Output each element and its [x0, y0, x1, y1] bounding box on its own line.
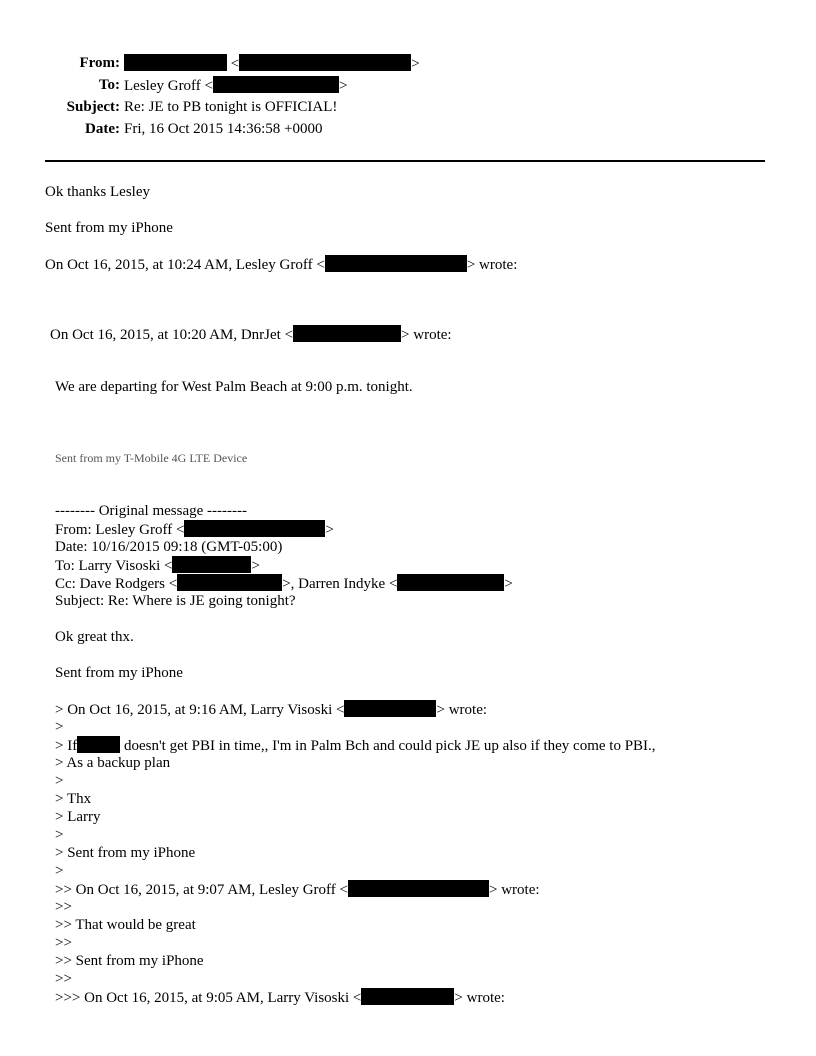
body-line: Ok thanks Lesley	[45, 184, 150, 200]
date-value: Fri, 16 Oct 2015 14:36:58 +0000	[124, 121, 323, 137]
subject-value: Re: JE to PB tonight is OFFICIAL!	[124, 99, 338, 115]
body-line: We are departing for West Palm Beach at 9:00 p.m. tonight.	[55, 379, 413, 395]
redaction-block	[213, 76, 339, 93]
body-line: Ok great thx.	[55, 629, 134, 645]
orig-cc-text: >, Darren Indyke <	[282, 576, 398, 592]
from-label: From:	[79, 55, 120, 71]
redaction-block	[293, 325, 401, 342]
redaction-block	[177, 574, 282, 591]
angle-close: >	[251, 558, 260, 574]
body-line: Sent from my iPhone	[45, 220, 173, 236]
angle-close: >	[325, 522, 334, 538]
quoted-text: > If	[55, 738, 78, 754]
to-value	[124, 76, 347, 95]
quoted-line: >>	[55, 899, 72, 915]
quoted-text: >> On Oct 16, 2015, at 9:07 AM, Lesley Groff <	[55, 882, 348, 898]
orig-cc-text: Cc: Dave Rodgers <	[55, 576, 178, 592]
redaction-block	[348, 880, 489, 897]
quoted-line: >	[55, 863, 64, 879]
redaction-block	[325, 255, 467, 272]
date-label: Date:	[85, 121, 120, 137]
quoted-line	[55, 700, 487, 719]
to-label: To:	[98, 77, 120, 93]
angle-open: <	[204, 78, 213, 94]
orig-to	[55, 556, 260, 575]
redaction-block	[344, 700, 436, 717]
redaction-block	[184, 520, 325, 537]
orig-subject: Subject: Re: Where is JE going tonight?	[55, 593, 296, 609]
quoted-text: > wrote:	[454, 990, 505, 1006]
quoted-line: >	[55, 773, 64, 789]
quoted-line: >>	[55, 935, 72, 951]
quoted-text: doesn't get PBI in time,, I'm in Palm Bch and could pick JE up also if they come to PBI.,	[123, 738, 656, 754]
quoted-line	[55, 880, 540, 899]
quoted-text: > wrote:	[436, 702, 488, 718]
redaction-block	[361, 988, 454, 1005]
orig-date: Date: 10/16/2015 09:18 (GMT-05:00)	[55, 539, 283, 555]
original-message-title: -------- Original message --------	[55, 503, 247, 519]
redaction-block	[397, 574, 504, 591]
orig-to-text: To: Larry Visoski <	[55, 558, 173, 574]
redaction-block	[77, 736, 120, 753]
redaction-block	[124, 54, 227, 71]
header-divider	[45, 160, 765, 162]
quoted-line: >	[55, 719, 64, 735]
quote-header-text: On Oct 16, 2015, at 10:24 AM, Lesley Groff <	[45, 257, 325, 273]
from-value	[124, 54, 420, 73]
quoted-line: >> Sent from my iPhone	[55, 953, 204, 969]
angle-close: >	[504, 576, 513, 592]
quoted-line: >	[55, 827, 64, 843]
subject-label: Subject:	[66, 99, 120, 115]
quoted-text: > wrote:	[488, 882, 540, 898]
orig-cc	[55, 574, 513, 593]
angle-close: >	[339, 78, 348, 94]
quote-header-text: > wrote:	[401, 327, 452, 343]
quoted-line	[55, 736, 656, 755]
quoted-text: > On Oct 16, 2015, at 9:16 AM, Larry Visoski <	[55, 702, 345, 718]
orig-from-text: From: Lesley Groff <	[55, 522, 185, 538]
quoted-line: > Thx	[55, 791, 92, 807]
quote-header	[45, 255, 517, 274]
redaction-block	[239, 54, 411, 71]
quoted-line: >> That would be great	[55, 917, 196, 933]
redaction-block	[172, 556, 251, 573]
quoted-text: >>> On Oct 16, 2015, at 9:05 AM, Larry Visoski <	[55, 990, 362, 1006]
quote-header-text: On Oct 16, 2015, at 10:20 AM, DnrJet <	[50, 327, 294, 343]
to-name: Lesley Groff	[124, 78, 201, 94]
angle-open: <	[230, 56, 240, 72]
quoted-line: >>	[55, 971, 72, 987]
quote-header	[50, 325, 452, 344]
angle-close: >	[411, 56, 420, 72]
email-header	[0, 54, 816, 144]
quoted-line	[55, 988, 505, 1007]
signature-line: Sent from my T-Mobile 4G LTE Device	[55, 451, 248, 465]
quote-header-text: > wrote:	[466, 257, 518, 273]
body-line: Sent from my iPhone	[55, 665, 183, 681]
quoted-line: > Larry	[55, 809, 101, 825]
quoted-line: > As a backup plan	[55, 755, 171, 771]
orig-from	[55, 520, 334, 539]
quoted-line: > Sent from my iPhone	[55, 845, 196, 861]
